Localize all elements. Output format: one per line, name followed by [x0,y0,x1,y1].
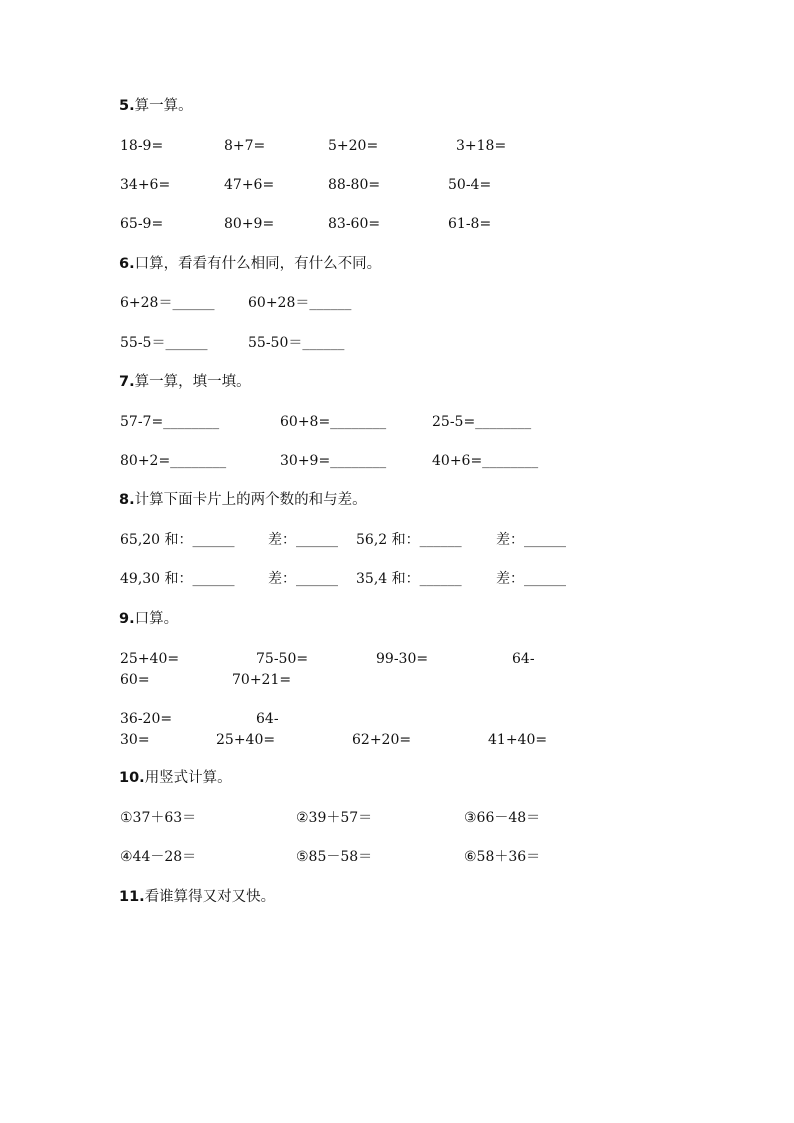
q5-item-7: 88-80= [328,177,381,193]
q9-item-5: 70+21= [232,672,292,688]
q9-item-7a: 64- [256,711,279,727]
q5-item-11: 83-60= [328,216,381,232]
q9-title: 9.口算。 [119,611,179,627]
q7-item-5: 30+9=________ [280,453,387,469]
q7-item-2: 60+8=________ [280,414,387,430]
q9-item-1: 25+40= [120,651,180,667]
q8-item-6: 差：______ [268,571,338,587]
q10-item-1: ①37＋63＝ [120,810,197,826]
q9-item-7b: 30= [120,732,150,748]
q7-item-4: 80+2=________ [120,453,227,469]
q9-item-10: 41+40= [488,732,548,748]
q5-item-10: 80+9= [224,216,275,232]
q8-item-3: 56,2 和：______ [356,532,462,548]
q8-title: 8.计算下面卡片上的两个数的和与差。 [119,492,367,508]
q10-item-3: ③66－48＝ [464,810,541,826]
q10-item-6: ⑥58＋36＝ [464,849,541,865]
q10-item-5: ⑤85－58＝ [296,849,373,865]
q8-item-7: 35,4 和：______ [356,571,462,587]
q10-item-4: ④44－28＝ [120,849,197,865]
q6-item-1: 6+28＝______ [120,295,215,311]
q8-item-4: 差：______ [496,532,566,548]
q6-item-2: 60+28＝______ [248,295,352,311]
q7-item-1: 57-7=________ [120,414,220,430]
q9-item-6: 36-20= [120,711,173,727]
q5-item-1: 18-9= [120,138,164,154]
q8-item-5: 49,30 和：______ [120,571,235,587]
q7-title: 7.算一算，填一填。 [119,374,251,390]
q9-item-8: 25+40= [216,732,276,748]
q6-title: 6.口算，看看有什么相同，有什么不同。 [119,256,382,272]
q8-item-1: 65,20 和：______ [120,532,235,548]
q7-item-3: 25-5=________ [432,414,532,430]
q6-item-4: 55-50＝______ [248,335,345,351]
q8-item-2: 差：______ [268,532,338,548]
q6-item-3: 55-5＝______ [120,335,208,351]
q11-title: 11.看谁算得又对又快。 [119,889,276,905]
q5-item-2: 8+7= [224,138,266,154]
q9-item-9: 62+20= [352,732,412,748]
q10-item-2: ②39＋57＝ [296,810,373,826]
q5-item-9: 65-9= [120,216,164,232]
q9-item-4a: 64- [512,651,535,667]
q5-item-6: 47+6= [224,177,275,193]
q5-item-12: 61-8= [448,216,492,232]
q9-item-4b: 60= [120,672,150,688]
q9-item-2: 75-50= [256,651,309,667]
q5-item-8: 50-4= [448,177,492,193]
q7-item-6: 40+6=________ [432,453,539,469]
q5-title: 5.算一算。 [119,98,193,114]
q5-item-4: 3+18= [456,138,507,154]
q8-item-8: 差：______ [496,571,566,587]
q5-item-3: 5+20= [328,138,379,154]
q5-item-5: 34+6= [120,177,171,193]
q10-title: 10.用竖式计算。 [119,770,232,786]
q9-item-3: 99-30= [376,651,429,667]
